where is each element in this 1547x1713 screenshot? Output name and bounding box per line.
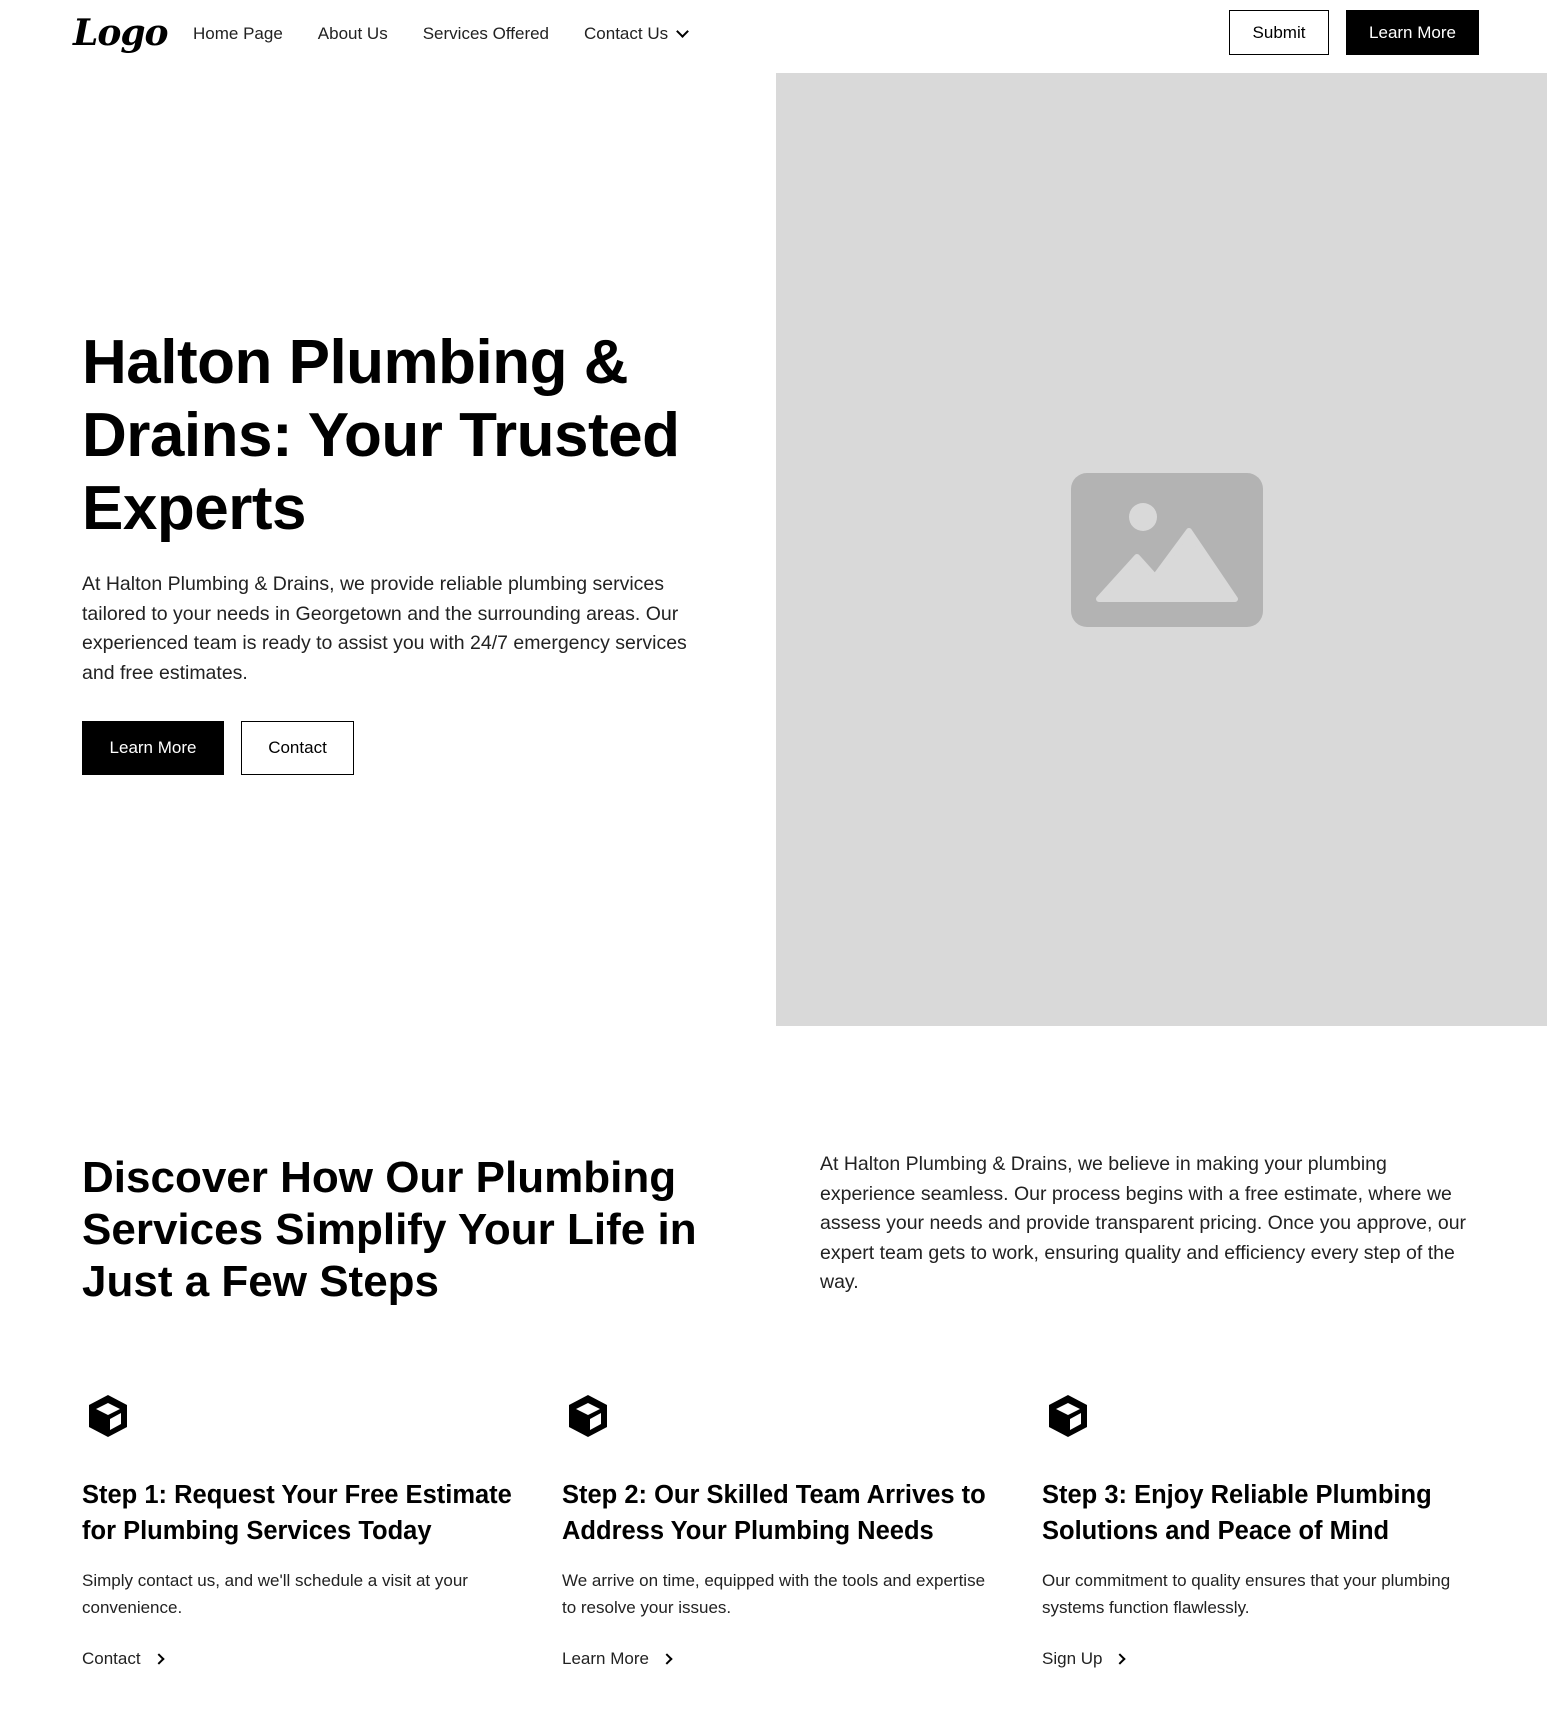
step-description: We arrive on time, equipped with the tools and expertise to resolve your issues.	[562, 1571, 986, 1617]
chevron-right-icon	[153, 1653, 164, 1664]
step-learn-more-link[interactable]	[562, 1649, 992, 1669]
nav-links	[193, 0, 687, 67]
step-description: Simply contact us, and we'll schedule a visit at your convenience.	[82, 1571, 468, 1617]
nav-learn-more-button[interactable]: Learn More	[1346, 10, 1479, 55]
step-card-2	[562, 1393, 992, 1669]
step-card-1	[82, 1393, 512, 1669]
step-link-label: Learn More	[562, 1649, 649, 1668]
nav-link-services[interactable]: Services Offered	[422, 23, 550, 43]
chevron-down-icon	[676, 25, 689, 38]
chevron-right-icon	[661, 1653, 672, 1664]
hero-buttons	[82, 721, 354, 775]
cube-icon	[1046, 1393, 1090, 1439]
hero-description: At Halton Plumbing & Drains, we provide reliable plumbing services tailored to your needs in Georgetown and the surrounding areas. Our experienced team is ready to assist you with 24/7 emergency services and free estimates.	[82, 573, 687, 684]
hero-contact-button[interactable]: Contact	[241, 721, 354, 775]
nav-link-about[interactable]: About Us	[317, 23, 388, 43]
step-description: Our commitment to quality ensures that your plumbing systems function flawlessly.	[1042, 1571, 1451, 1617]
step-sign-up-link[interactable]	[1042, 1649, 1472, 1669]
process-description: At Halton Plumbing & Drains, we believe in making your plumbing experience seamless. Our process begins with a free estimate, where we assess your needs and provide transparent pricing. Once you approve, our expert team gets to work, ensuring quality and efficiency every step of the way.	[820, 1153, 1467, 1293]
step-contact-link[interactable]	[82, 1649, 512, 1669]
hero-image-placeholder	[776, 73, 1547, 1026]
logo[interactable]: Logo	[73, 12, 168, 54]
step-title: Step 1: Request Your Free Estimate for Plumbing Services Today	[82, 1481, 512, 1545]
navbar	[0, 0, 1547, 73]
image-placeholder-icon	[1071, 473, 1263, 627]
process-title: Discover How Our Plumbing Services Simplify Your Life in Just a Few Steps	[82, 1153, 697, 1306]
step-link-label: Contact	[82, 1649, 141, 1668]
cube-icon	[566, 1393, 610, 1439]
hero-title: Halton Plumbing & Drains: Your Trusted Experts	[82, 328, 680, 543]
step-title: Step 2: Our Skilled Team Arrives to Address Your Plumbing Needs	[562, 1481, 986, 1545]
nav-link-contact[interactable]	[584, 24, 687, 44]
nav-link-home[interactable]: Home Page	[193, 23, 283, 43]
step-link-label: Sign Up	[1042, 1649, 1103, 1668]
step-title: Step 3: Enjoy Reliable Plumbing Solutions and Peace of Mind	[1042, 1481, 1432, 1545]
step-card-3	[1042, 1393, 1472, 1669]
submit-button[interactable]: Submit	[1229, 10, 1329, 55]
nav-actions	[1229, 10, 1479, 55]
hero-learn-more-button[interactable]: Learn More	[82, 721, 224, 775]
nav-link-contact-label: Contact Us	[584, 23, 669, 43]
chevron-right-icon	[1115, 1653, 1126, 1664]
cube-icon	[86, 1393, 130, 1439]
